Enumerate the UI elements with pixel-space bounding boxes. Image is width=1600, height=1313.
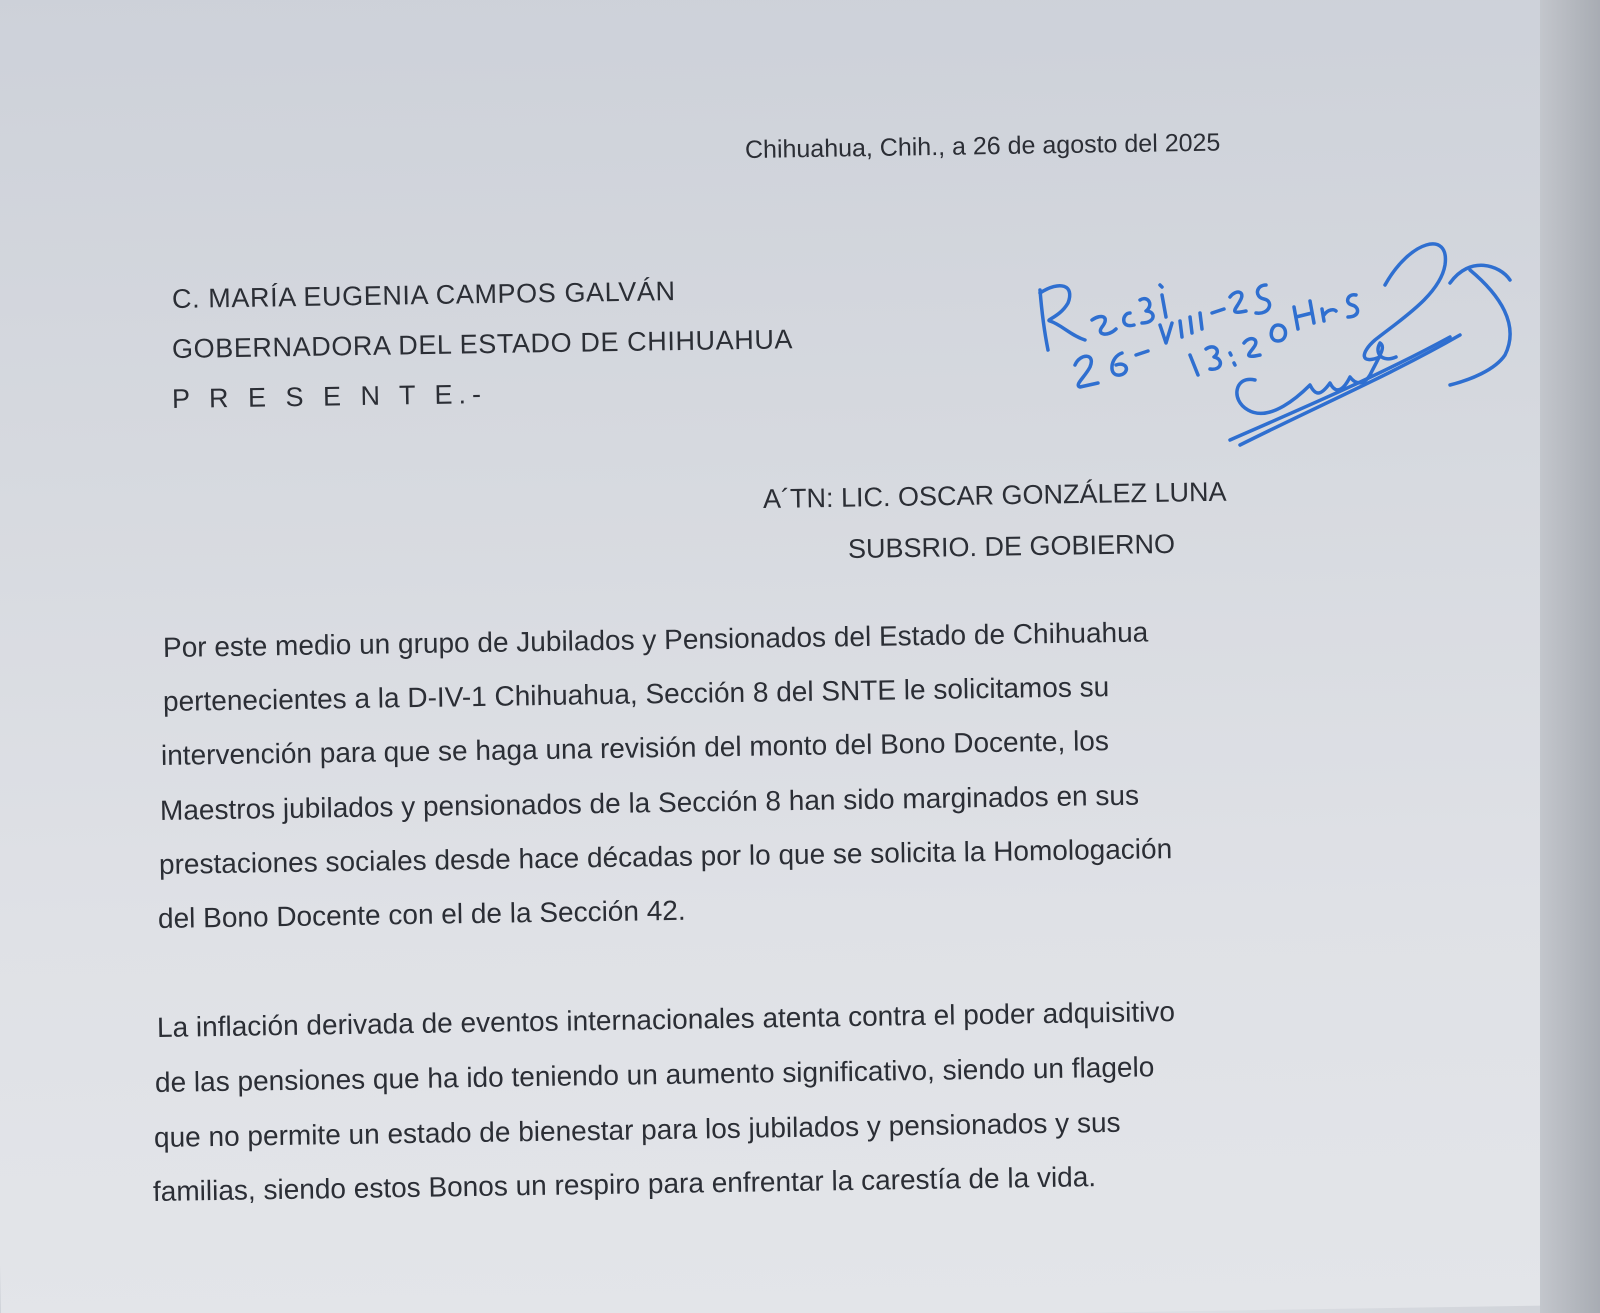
presente-line: P R E S E N T E.- [171, 379, 488, 414]
place-date: Chihuahua, Chih., a 26 de agosto del 2025 [744, 128, 1221, 164]
paragraph-1-line: Maestros jubilados y pensionados de la Sección 8 han sido marginados en sus [159, 779, 1140, 826]
paragraph-1-line: Por este medio un grupo de Jubilados y Pensionados del Estado de Chihuahua [162, 616, 1149, 663]
paragraph-1-line: pertenecientes a la D-IV-1 Chihuahua, Sección 8 del SNTE le solicitamos su [162, 671, 1110, 717]
paragraph-1-line: prestaciones sociales desde hace décadas por lo que se solicita la Homologación [158, 833, 1173, 880]
paragraph-2-line: de las pensiones que ha ido teniendo un aumento significativo, siendo un flagelo [154, 1051, 1155, 1098]
received-stamp-handwriting [1030, 225, 1550, 460]
attention-line: A´TN: LIC. OSCAR GONZÁLEZ LUNA [762, 476, 1227, 514]
paragraph-1-line: del Bono Docente con el de la Sección 42. [157, 894, 686, 934]
paragraph-1-line: intervención para que se haga una revisión del monto del Bono Docente, los [160, 725, 1110, 771]
recipient-name: C. MARÍA EUGENIA CAMPOS GALVÁN [171, 276, 676, 314]
paragraph-2-line: que no permite un estado de bienestar para los jubilados y pensionados y sus [153, 1106, 1121, 1153]
attention-office: SUBSRIO. DE GOBIERNO [847, 528, 1176, 564]
paragraph-2-line: La inflación derivada de eventos internacionales atenta contra el poder adquisitivo [156, 996, 1176, 1043]
paragraph-2-line: familias, siendo estos Bonos un respiro para enfrentar la carestía de la vida. [152, 1161, 1097, 1207]
recipient-title: GOBERNADORA DEL ESTADO DE CHIHUAHUA [171, 324, 794, 364]
paper-edge-shadow [1540, 0, 1600, 1313]
